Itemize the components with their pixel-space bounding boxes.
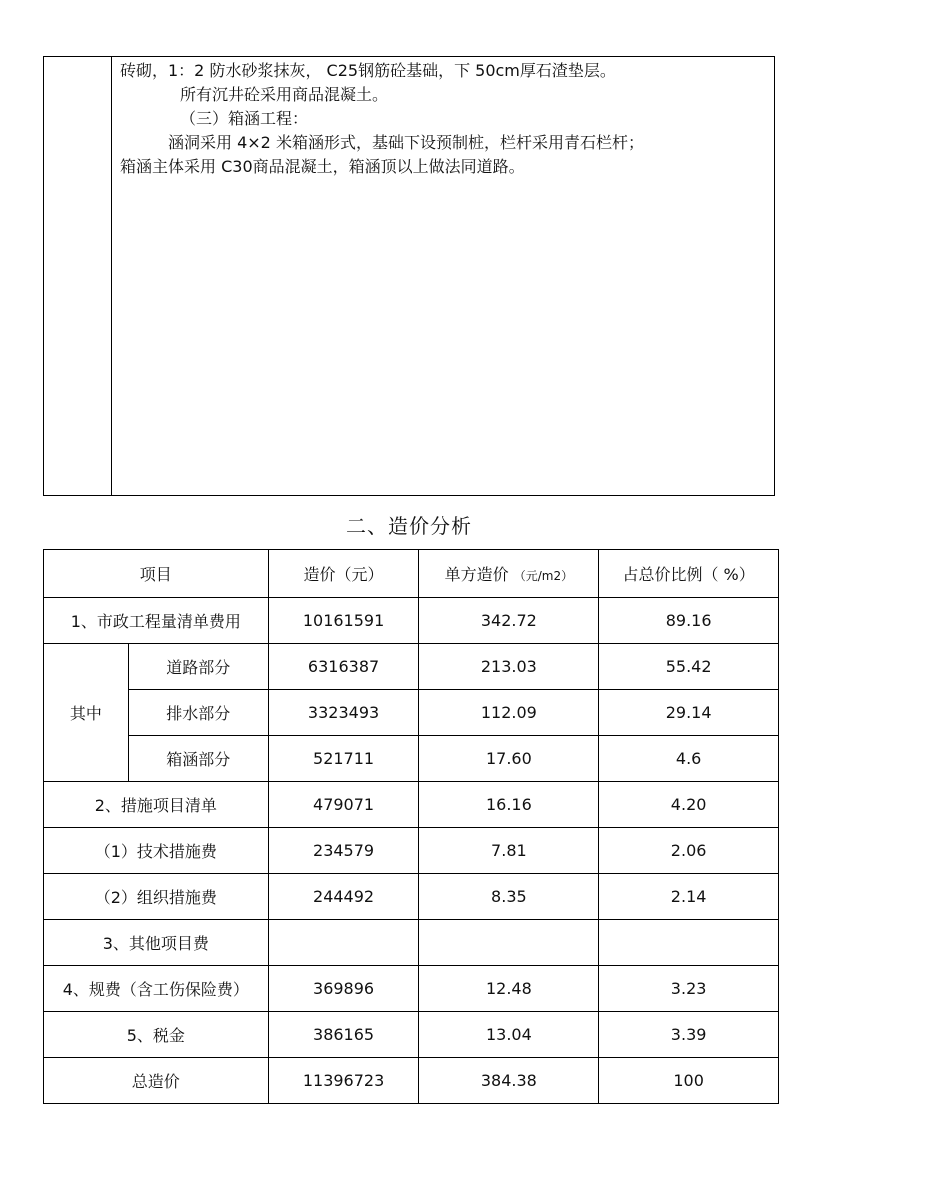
- row-cost: 244492: [268, 874, 419, 920]
- row-label: 道路部分: [128, 644, 268, 690]
- header-item: 项目: [44, 550, 269, 598]
- description-line: 所有沉井砼采用商品混凝土。: [180, 85, 389, 104]
- cost-analysis-table: [43, 549, 779, 1104]
- row-unit-cost: 342.72: [419, 598, 599, 644]
- description-left-column: [44, 57, 112, 495]
- description-text: [120, 59, 770, 179]
- row-cost: 6316387: [268, 644, 419, 690]
- description-box: [43, 56, 775, 496]
- row-label: 2、措施项目清单: [44, 782, 269, 828]
- row-unit-cost: 17.60: [419, 736, 599, 782]
- section-title: 二、造价分析: [346, 514, 472, 538]
- row-ratio: 4.6: [599, 736, 779, 782]
- row-cost: 3323493: [268, 690, 419, 736]
- table-row: [44, 736, 779, 782]
- row-ratio: 100: [599, 1058, 779, 1104]
- row-cost: 10161591: [268, 598, 419, 644]
- row-ratio: 2.06: [599, 828, 779, 874]
- table-row: [44, 874, 779, 920]
- row-label: 总造价: [44, 1058, 269, 1104]
- table-row: [44, 920, 779, 966]
- row-ratio: 4.20: [599, 782, 779, 828]
- row-ratio: 2.14: [599, 874, 779, 920]
- row-label: 1、市政工程量清单费用: [44, 598, 269, 644]
- row-unit-cost: 384.38: [419, 1058, 599, 1104]
- table-header-row: [44, 550, 779, 598]
- row-ratio: 3.39: [599, 1012, 779, 1058]
- row-label: 箱涵部分: [128, 736, 268, 782]
- description-line: 箱涵主体采用 C30商品混凝土，箱涵顶以上做法同道路。: [120, 157, 525, 176]
- table-row-total: [44, 1058, 779, 1104]
- row-unit-cost: 12.48: [419, 966, 599, 1012]
- row-unit-cost: 7.81: [419, 828, 599, 874]
- row-cost: 521711: [268, 736, 419, 782]
- row-cost: [268, 920, 419, 966]
- row-label: （2）组织措施费: [44, 874, 269, 920]
- description-line: 砖砌，1：2 防水砂浆抹灰， C25钢筋砼基础，下 50cm厚石渣垫层。: [120, 61, 616, 80]
- row-cost: 479071: [268, 782, 419, 828]
- row-unit-cost: [419, 920, 599, 966]
- row-label: 排水部分: [128, 690, 268, 736]
- table-row: [44, 966, 779, 1012]
- row-label: 3、其他项目费: [44, 920, 269, 966]
- header-unit-cost: [419, 550, 599, 598]
- table-row: [44, 828, 779, 874]
- row-label: 5、税金: [44, 1012, 269, 1058]
- row-unit-cost: 13.04: [419, 1012, 599, 1058]
- header-ratio: 占总价比例（ %）: [599, 550, 779, 598]
- row-ratio: 3.23: [599, 966, 779, 1012]
- header-unit-cost-label: 单方造价: [444, 565, 509, 584]
- description-line: （三）箱涵工程：: [180, 109, 309, 128]
- row-ratio: 89.16: [599, 598, 779, 644]
- description-line: 涵洞采用 4×2 米箱涵形式，基础下设预制桩，栏杆采用青石栏杆；: [168, 133, 644, 152]
- row-label: 4、规费（含工伤保险费）: [44, 966, 269, 1012]
- group-label: 其中: [44, 644, 129, 782]
- row-label: （1）技术措施费: [44, 828, 269, 874]
- row-cost: 234579: [268, 828, 419, 874]
- row-cost: 386165: [268, 1012, 419, 1058]
- table-row: [44, 644, 779, 690]
- row-ratio: 29.14: [599, 690, 779, 736]
- row-unit-cost: 8.35: [419, 874, 599, 920]
- row-unit-cost: 112.09: [419, 690, 599, 736]
- table-row: [44, 1012, 779, 1058]
- row-unit-cost: 16.16: [419, 782, 599, 828]
- row-unit-cost: 213.03: [419, 644, 599, 690]
- header-unit-cost-unit: （元/m2）: [513, 569, 574, 583]
- row-ratio: [599, 920, 779, 966]
- row-cost: 369896: [268, 966, 419, 1012]
- row-ratio: 55.42: [599, 644, 779, 690]
- header-cost: 造价（元）: [268, 550, 419, 598]
- table-row: [44, 598, 779, 644]
- row-cost: 11396723: [268, 1058, 419, 1104]
- table-row: [44, 782, 779, 828]
- table-row: [44, 690, 779, 736]
